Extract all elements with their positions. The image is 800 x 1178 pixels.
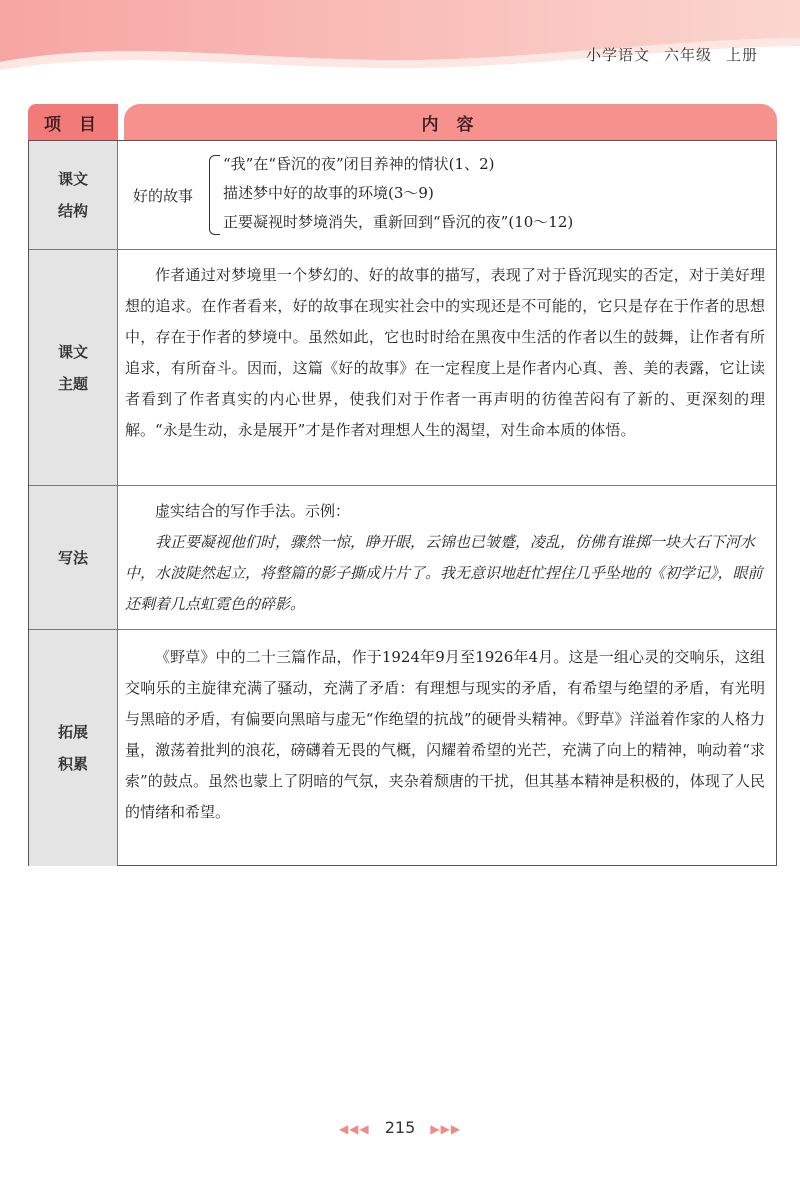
writing-intro: 虚实结合的写作手法。示例： xyxy=(155,502,351,520)
book-title xyxy=(572,44,758,65)
row-content-structure xyxy=(125,141,765,249)
summary-table xyxy=(28,104,777,866)
writing-example: 我正要凝视他们时，骤然一惊，睁开眼，云锦也已皱蹙，凌乱，仿佛有谁掷一块大石下河水中，水波陡然起立，将整篇的影子撕成片片了。我无意识地赶忙捏住几乎坠地的《初学记》，眼前还剩着几点虹霓色的碎影。 xyxy=(125,533,763,613)
label-line: 拓展 xyxy=(57,723,88,741)
brace-icon xyxy=(209,155,220,235)
extension-paragraph: 《野草》中的二十三篇作品，作于1924年9月至1926年4月。这是一组心灵的交响乐，这组交响乐的主旋律充满了骚动，充满了矛盾：有理想与现实的矛盾，有希望与绝望的矛盾，有光明与黑暗的矛盾，有偏要向黑暗与虚无“作绝望的抗战”的硬骨头精神。《野草》洋溢着作家的人格力量，激荡着批判的浪花，磅礴着无畏的气概，闪耀着希望的光芒，充满了向上的精神，响动着“求索”的鼓点。虽然也蒙上了阴暗的气氛，夹杂着颓唐的干扰，但其基本精神是积极的，体现了人民的情绪和希望。 xyxy=(125,648,765,821)
structure-item: “我”在“昏沉的夜”闭目养神的情状(1、2) xyxy=(223,155,495,173)
structure-root: 好的故事 xyxy=(133,186,194,205)
label-line: 积累 xyxy=(57,755,88,773)
row-label-theme xyxy=(29,250,118,486)
row-label-structure xyxy=(29,141,118,249)
grade-label: 六年级 xyxy=(663,46,712,64)
row-label-extension xyxy=(29,630,118,866)
row-theme xyxy=(29,249,776,486)
row-content-theme xyxy=(125,250,765,486)
table-body xyxy=(28,140,777,866)
row-extension xyxy=(29,629,776,866)
prev-arrows-icon: ◀◀◀ xyxy=(338,1122,370,1136)
column-header-item: 项 目 xyxy=(28,104,118,140)
row-content-extension xyxy=(125,630,765,866)
table-header xyxy=(28,104,777,140)
row-content-writing xyxy=(125,486,765,630)
structure-item: 描述梦中好的故事的环境(3～9) xyxy=(223,184,434,202)
label-line: 课文 xyxy=(57,343,88,361)
next-arrows-icon: ▶▶▶ xyxy=(430,1122,462,1136)
row-structure xyxy=(29,141,776,249)
page-number: 215 xyxy=(384,1118,416,1137)
label-line: 主题 xyxy=(57,375,88,393)
theme-paragraph: 作者通过对梦境里一个梦幻的、好的故事的描写，表现了对于昏沉现实的否定，对于美好理想的追求。在作者看来，好的故事在现实社会中的实现还是不可能的，它只是存在于作者的思想中，存在于作者的梦境中。虽然如此，它也时时给在黑夜中生活的作者以生的鼓舞，让作者有所追求，有所奋斗。因而，这篇《好的故事》在一定程度上是作者内心真、善、美的表露，它让读者看到了作者真实的内心世界，使我们对于作者一再声明的彷徨苦闷有了新的、更深刻的理解。“永是生动，永是展开”才是作者对理想人生的渴望，对生命本质的体悟。 xyxy=(125,266,765,439)
structure-item: 正要凝视时梦境消失，重新回到“昏沉的夜”(10～12) xyxy=(223,213,574,231)
column-header-content: 内 容 xyxy=(124,104,777,140)
label-line: 写法 xyxy=(57,549,88,567)
volume-label: 上册 xyxy=(725,46,758,64)
row-label-writing xyxy=(29,486,118,630)
page-footer xyxy=(0,1118,800,1137)
subject-label: 小学语文 xyxy=(585,46,650,64)
label-line: 课文 xyxy=(57,170,88,188)
row-writing xyxy=(29,485,776,630)
label-line: 结构 xyxy=(57,202,88,220)
